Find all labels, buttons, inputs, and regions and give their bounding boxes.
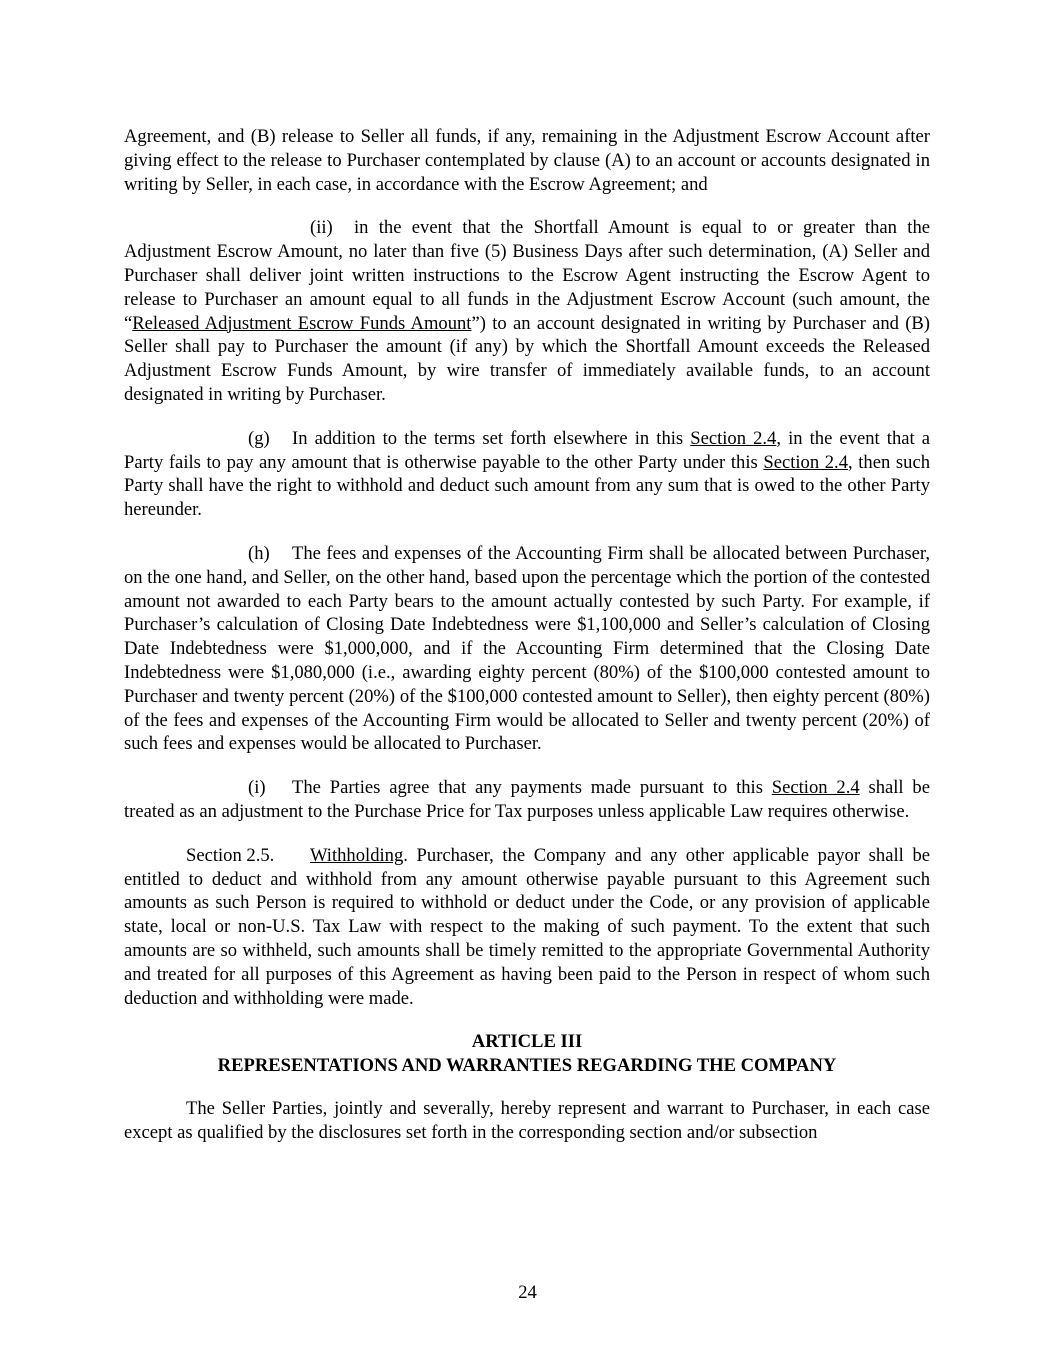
clause-text: in the event that the Shortfall Amount is equal to or greater than the Adjustment Escrow Amount, no later than five (5) Business Days after such determination, (A) Seller and Purchaser shall deliver joint written instructions to the Escrow Agent instructing the Escrow Agent to release to Purchaser an amount equal to all funds in the Adjustment Escrow Account (such amount, the “ <box>124 217 930 334</box>
defined-term: Released Adjustment Escrow Funds Amount <box>132 312 472 334</box>
clause-text: The fees and expenses of the Accounting Firm shall be allocated between Purchaser, on the one hand, and Seller, on the other hand, based upon the percentage which the portion of the contested amount not awarded to each Party bears to the amount actually contested by such Party. For example, if Purchaser’s calculation of Closing Date Indebtedness were $1,100,000 and Seller’s calculation of Closing Date Indebtedness were $1,000,000, and if the Accounting Firm determined that the Closing Date Indebtedness were $1,080,000 (i.e., awarding eighty percent (80%) of the $100,000 contested amount to Purchaser and twenty percent (20%) of the $100,000 contested amount to Seller), then eighty percent (80%) of the fees and expenses of the Accounting Firm would be allocated to Seller and twenty percent (20%) of such fees and expenses would be allocated to Purchaser. <box>124 542 930 755</box>
section-reference: Section 2.4 <box>690 427 777 449</box>
paragraph-clause-h <box>124 542 930 756</box>
clause-label: (ii) <box>310 217 333 239</box>
paragraph-section-2-5 <box>124 844 930 1011</box>
clause-label: (g) <box>248 427 270 449</box>
article-number: ARTICLE III <box>471 1031 583 1053</box>
clause-text: ”) to an account designated in writing by Purchaser and (B) Seller shall pay to Purchaser the amount (if any) by which the Shortfall Amount exceeds the Released Adjustment Escrow Funds Amount, by wire transfer of immediately available funds, to an account designated in writing by Purchaser. <box>124 312 930 405</box>
page-number: 24 <box>518 1282 537 1303</box>
section-text: . Purchaser, the Company and any other applicable payor shall be entitled to deduct and withhold from any amount otherwise payable pursuant to this Agreement such amounts as such Person is required to withhold or deduct under the Code, or any provision of applicable state, local or non-U.S. Tax Law with respect to the making of such payment. To the extent that such amounts are so withheld, such amounts shall be timely remitted to the appropriate Governmental Authority and treated for all purposes of this Agreement as having been paid to the Person in respect of whom such deduction and withholding were made. <box>124 844 930 1009</box>
paragraph-clause-ii <box>124 216 930 406</box>
section-number: Section 2.5. <box>186 844 275 866</box>
section-reference: Section 2.4 <box>763 451 848 473</box>
clause-label: (h) <box>248 542 270 564</box>
article-title: REPRESENTATIONS AND WARRANTIES REGARDING THE COMPANY <box>217 1055 837 1077</box>
article-heading <box>124 1030 930 1078</box>
paragraph-clause-i <box>124 776 930 824</box>
clause-text: In addition to the terms set forth elsewhere in this <box>292 427 691 449</box>
section-title: Withholding <box>310 844 404 866</box>
clause-text: , then such Party shall have the right to withhold and deduct such amount from any sum that is owed to the other Party hereunder. <box>124 451 930 521</box>
clause-text: shall be treated as an adjustment to the Purchase Price for Tax purposes unless applicable Law requires otherwise. <box>124 777 930 822</box>
section-reference: Section 2.4 <box>771 777 860 799</box>
clause-text: The Parties agree that any payments made pursuant to this <box>292 777 772 799</box>
clause-text: , in the event that a Party fails to pay any amount that is otherwise payable to the other Party under this <box>124 427 930 473</box>
document-page <box>124 125 930 1165</box>
paragraph-clause-g <box>124 427 930 522</box>
paragraph-article-intro: The Seller Parties, jointly and severally, hereby represent and warrant to Purchaser, in each case except as qualified by the disclosures set forth in the corresponding section and/or subsection <box>124 1098 930 1144</box>
paragraph-continuation: Agreement, and (B) release to Seller all funds, if any, remaining in the Adjustment Escrow Account after giving effect to the release to Purchaser contemplated by clause (A) to an account or accounts designated in writing by Seller, in each case, in accordance with the Escrow Agreement; and <box>124 126 930 195</box>
clause-label: (i) <box>248 777 266 799</box>
